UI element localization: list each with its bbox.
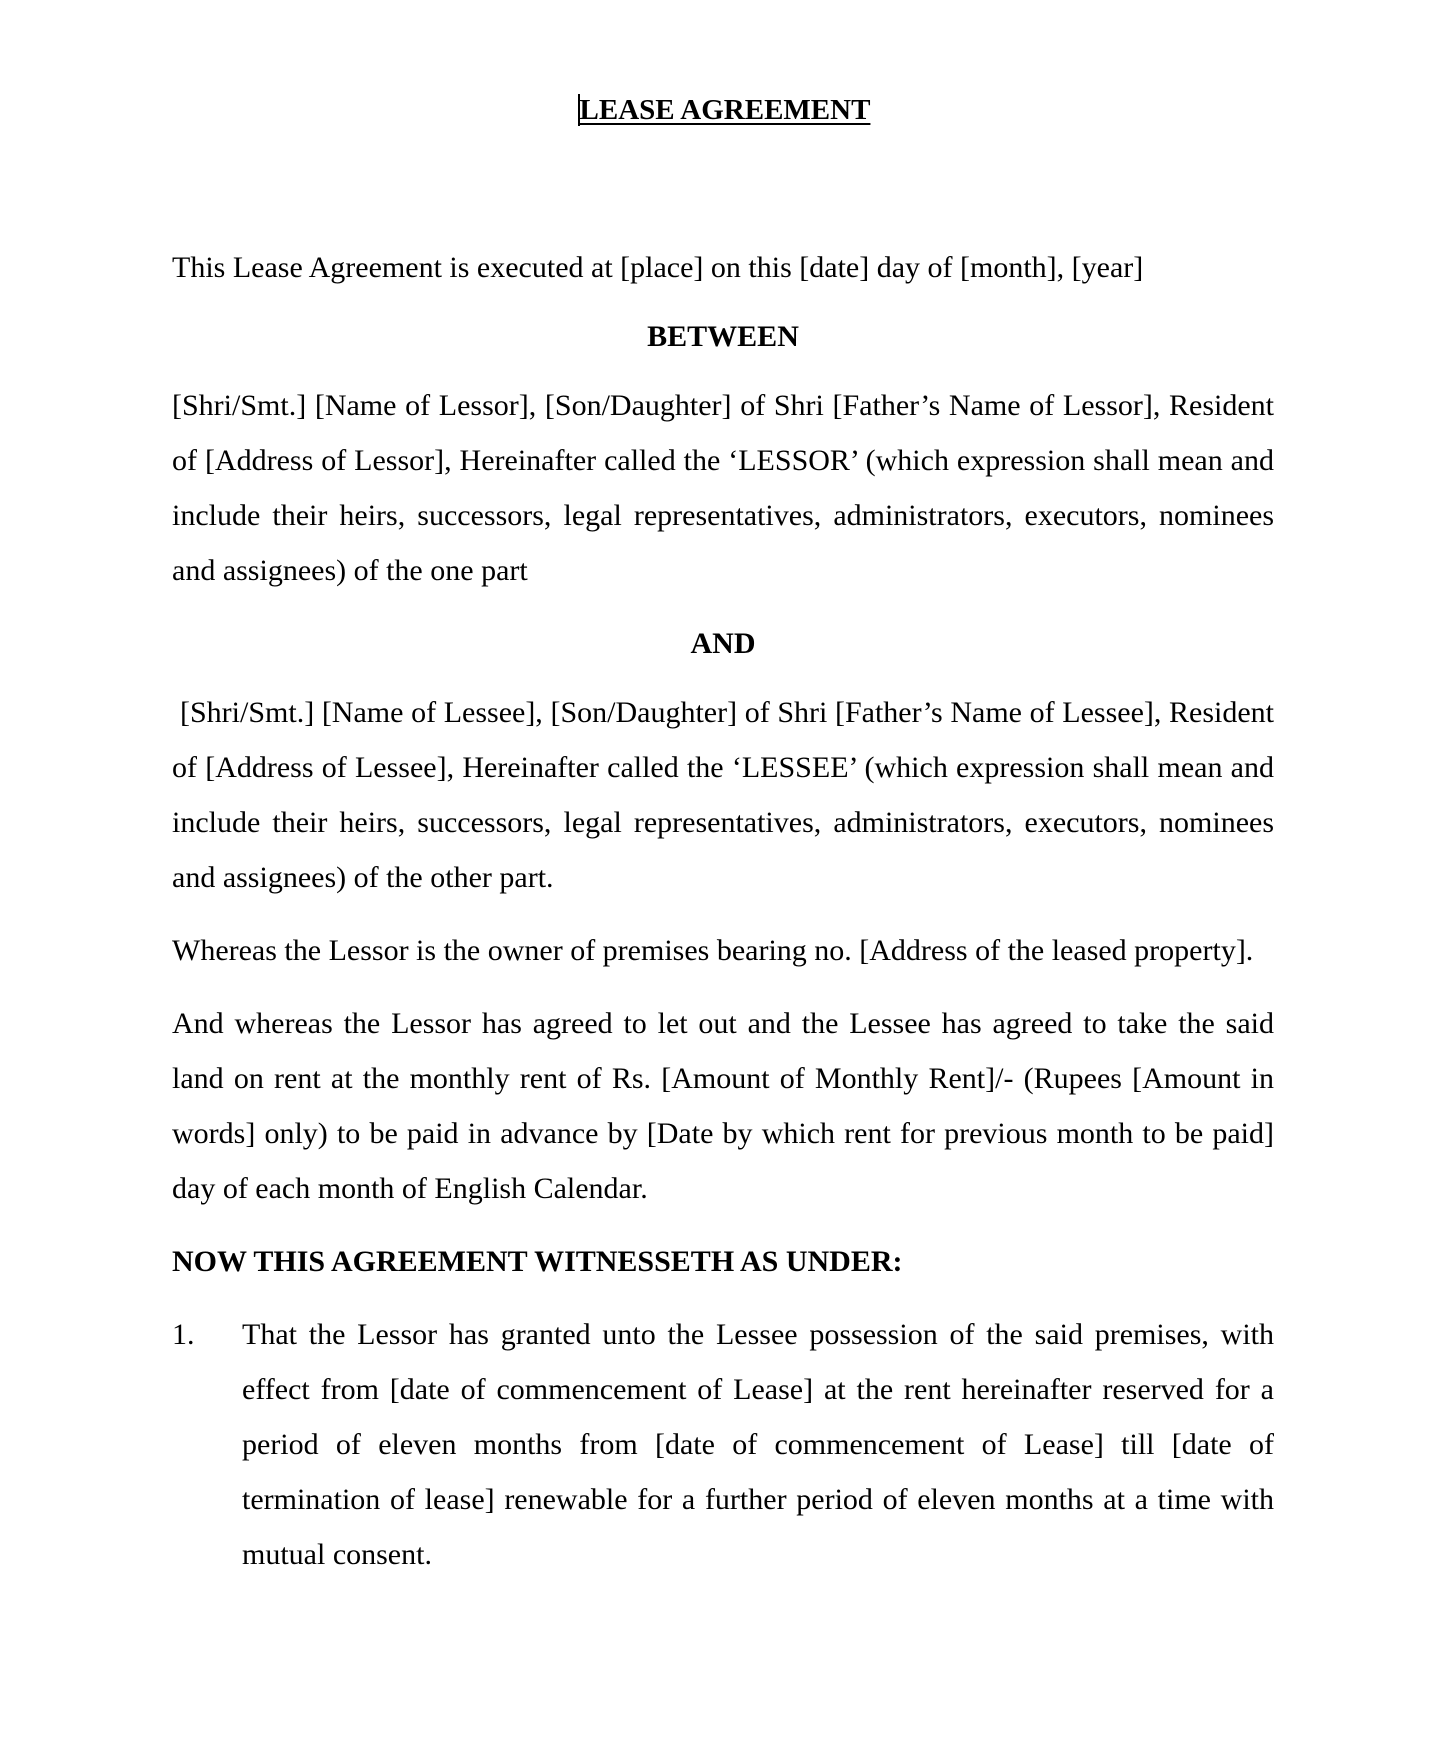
whereas-paragraph: Whereas the Lessor is the owner of premises bearing no. [Address of the leased property]. — [172, 934, 1254, 967]
and-whereas-paragraph: And whereas the Lessor has agreed to let out and the Lessee has agreed to take the said land on rent at the monthly rent of Rs. [Amount of Monthly Rent]/- (Rupees [Amount in words] only) to be paid in advance by [Date by which rent for previous month to be paid] day of each month of English Calendar. — [172, 1007, 1274, 1205]
clause-number: 1. — [172, 1318, 195, 1351]
clause-item — [172, 1307, 1274, 1582]
witnesseth-heading: NOW THIS AGREEMENT WITNESSETH AS UNDER: — [172, 1245, 903, 1278]
document-body — [172, 240, 1274, 1582]
intro-paragraph: This Lease Agreement is executed at [place] on this [date] day of [month], [year] — [172, 251, 1144, 284]
and-heading: AND — [690, 627, 756, 660]
lessor-paragraph: [Shri/Smt.] [Name of Lessor], [Son/Daughter] of Shri [Father’s Name of Lessor], Resident of [Address of Lessor], Hereinafter called the ‘LESSOR’ (which expression shall mean and include their heirs, successors, legal representatives, administrators, executors, nominees and assignees) of the one part — [172, 389, 1274, 587]
between-heading: BETWEEN — [647, 320, 799, 353]
clause-text: That the Lessor has granted unto the Lessee possession of the said premises, with effect from [date of commencement of Lease] at the rent hereinafter reserved for a period of eleven months from [date of commencement of Lease] till [date of termination of lease] renewable for a further period of eleven months at a time with mutual consent. — [242, 1318, 1274, 1571]
document-title — [0, 90, 1448, 130]
document-title-text: LEASE AGREEMENT — [579, 94, 871, 126]
lessee-paragraph: [Shri/Smt.] [Name of Lessee], [Son/Daughter] of Shri [Father’s Name of Lessee], Resident of [Address of Lessee], Hereinafter called the ‘LESSEE’ (which expression shall mean and include their heirs, successors, legal representatives, administrators, executors, nominees and assignees) of the other part. — [172, 696, 1274, 894]
